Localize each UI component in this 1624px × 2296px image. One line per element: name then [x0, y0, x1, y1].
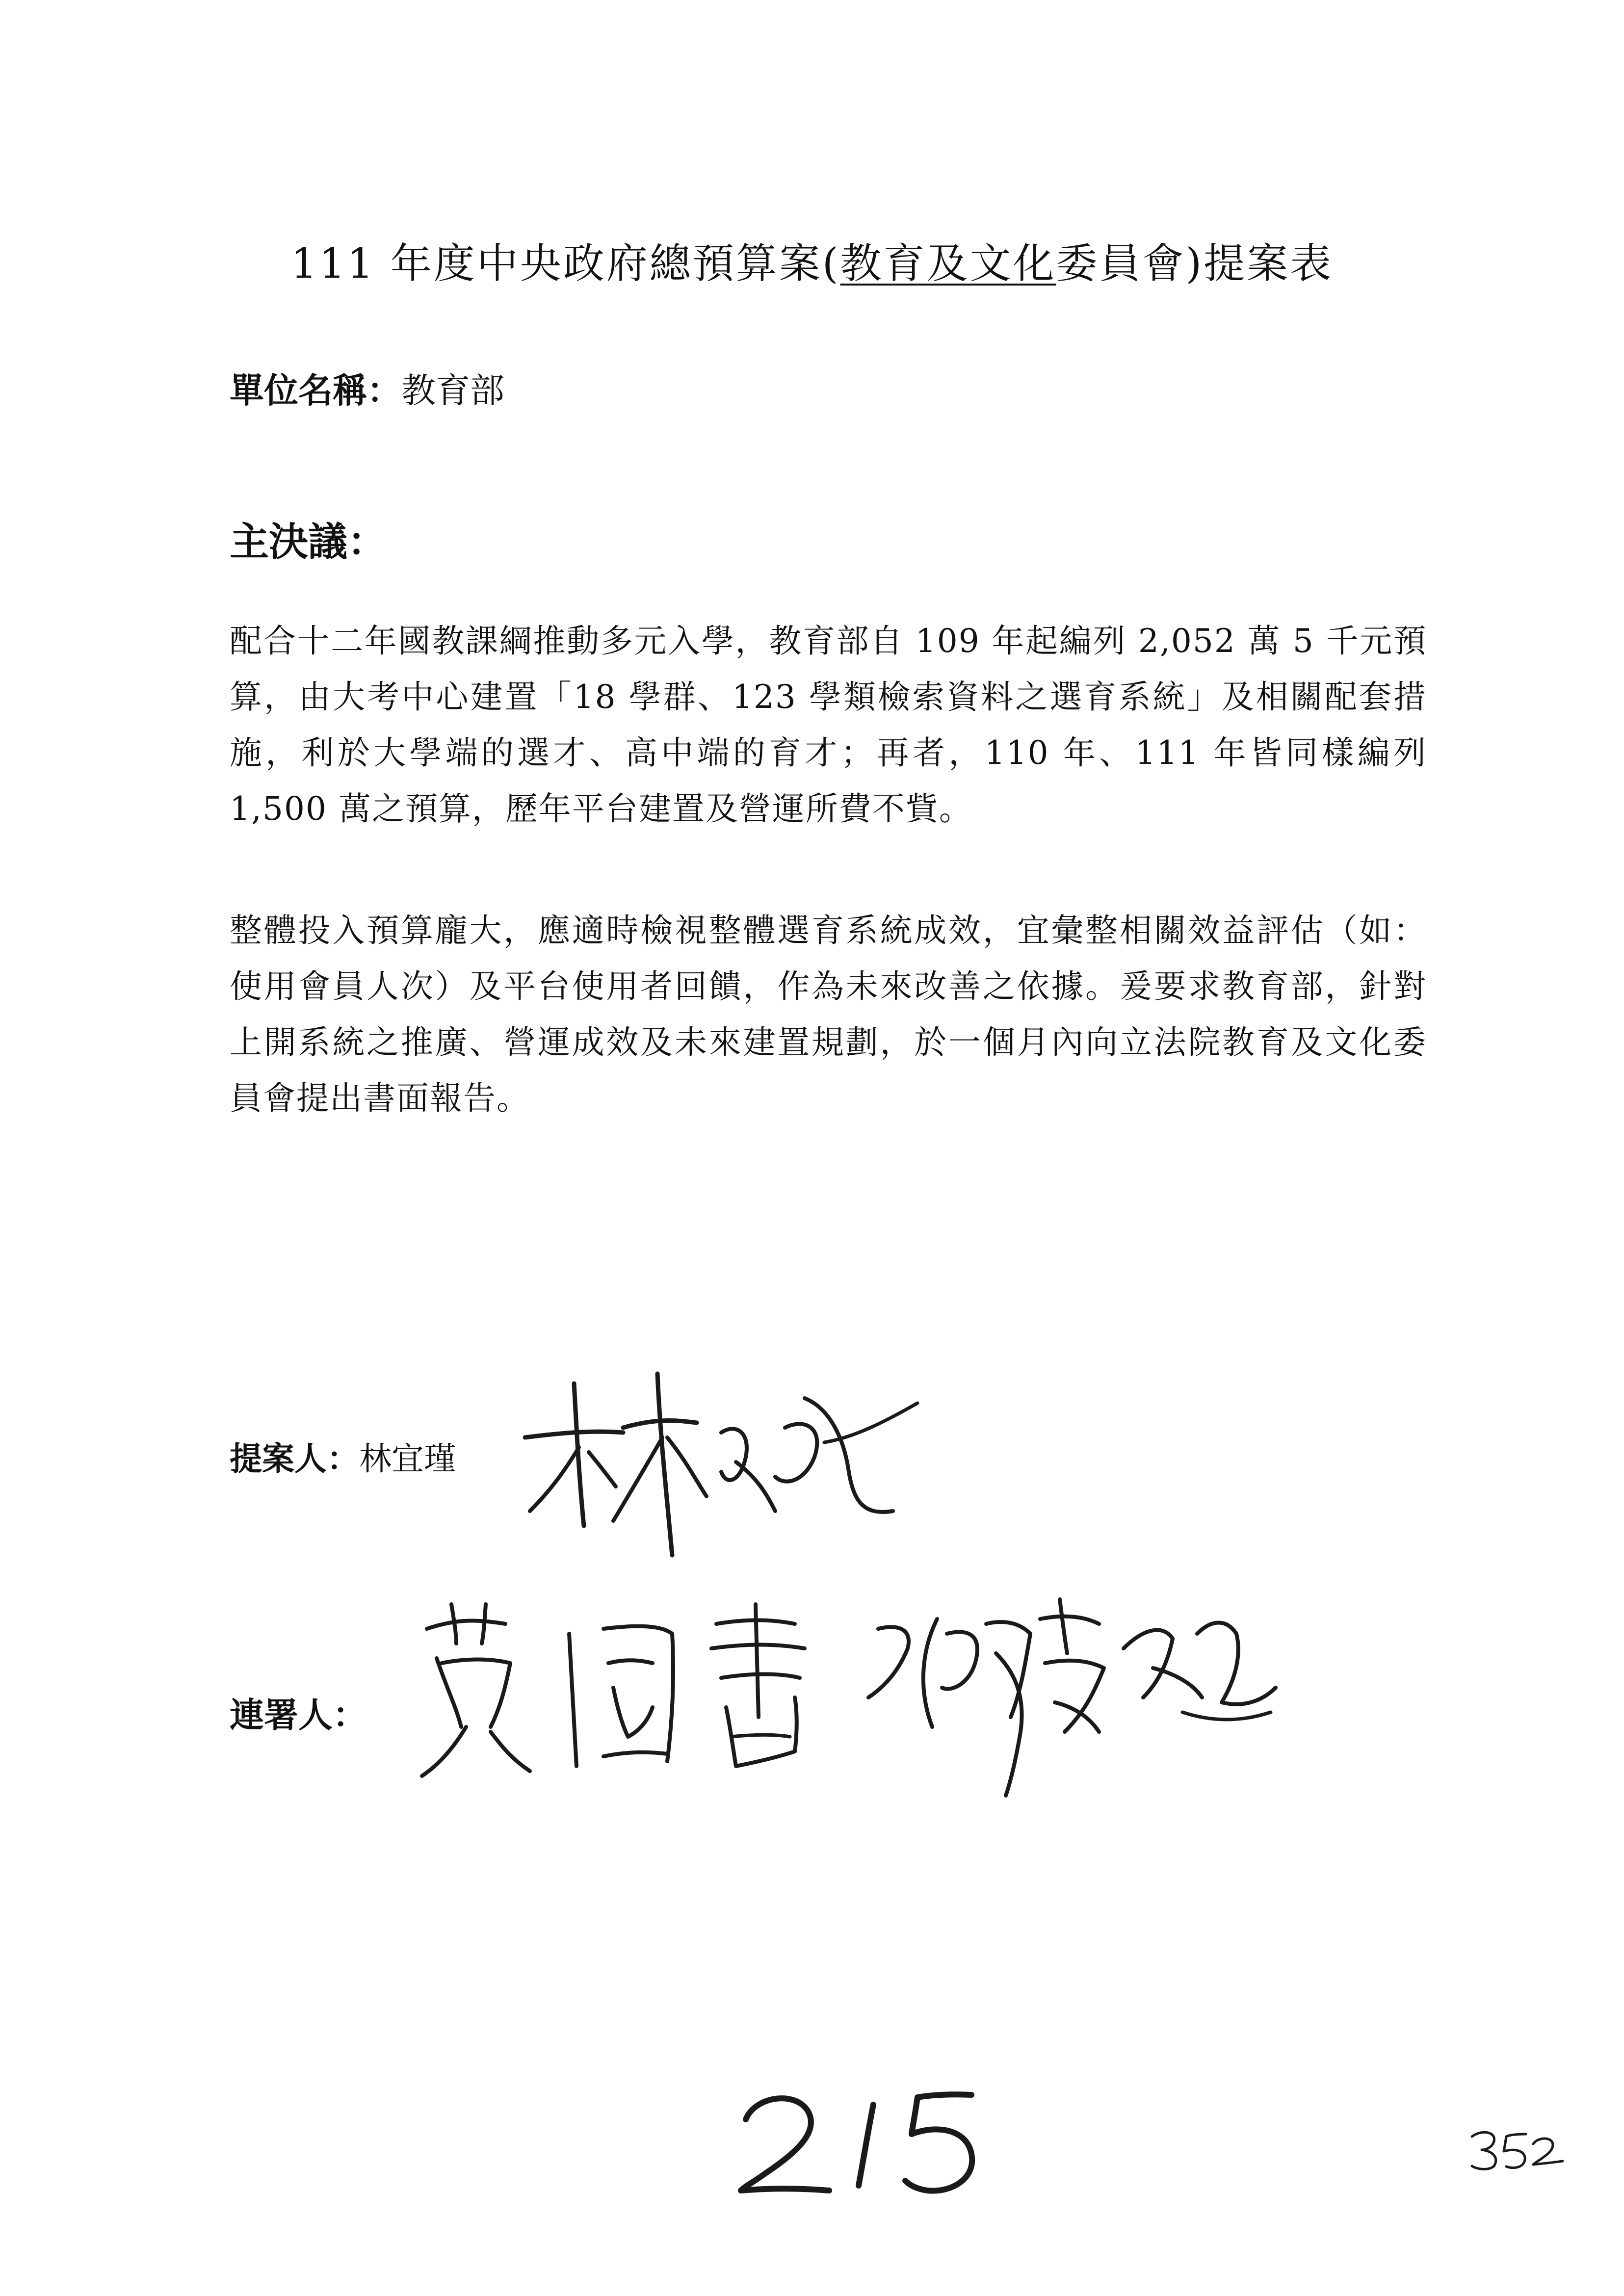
proposer-line: [230, 1433, 456, 1479]
resolution-paragraph-1: 配合十二年國教課綱推動多元入學，教育部自 109 年起編列 2,052 萬 5 千元預算，由大考中心建置「18 學群、123 學類檢索資料之選育系統」及相關配套措施，利於大學端的選才、高中端的育才；再者，110 年、111 年皆同樣編列 1,500 萬之預算，歷年平台建置及營運所費不貲。: [230, 622, 1427, 828]
document-title: [147, 231, 1477, 290]
unit-name-line: [230, 363, 504, 413]
cosigner-line: [230, 1688, 367, 1737]
title-suffix: 委員會)提案表: [1056, 239, 1334, 287]
handwritten-sheet-number: [1467, 2124, 1565, 2173]
cosigner-signatures: [407, 1590, 1320, 1796]
proposer-signature: [510, 1364, 952, 1570]
proposer-name: 林宜瑾: [359, 1440, 456, 1478]
proposer-label: 提案人：: [230, 1440, 359, 1478]
resolution-paragraph-2: 整體投入預算龐大，應適時檢視整體選育系統成效，宜彙整相關效益評估（如：使用會員人次）及平台使用者回饋，作為未來改善之依據。爰要求教育部，針對上開系統之推廣、營運成效及未來建置規劃，於一個月內向立法院教育及文化委員會提出書面報告。: [230, 912, 1427, 1117]
unit-name-value: 教育部: [401, 370, 504, 411]
unit-name-label: 單位名稱：: [230, 370, 401, 411]
handwritten-page-number: [726, 2080, 1001, 2198]
resolution-heading: 主決議：: [230, 519, 387, 565]
title-prefix: 111 年度中央政府總預算案(: [290, 239, 840, 287]
title-committee-underlined: 教育及文化: [840, 239, 1056, 287]
cosigner-label: 連署人：: [230, 1695, 367, 1735]
